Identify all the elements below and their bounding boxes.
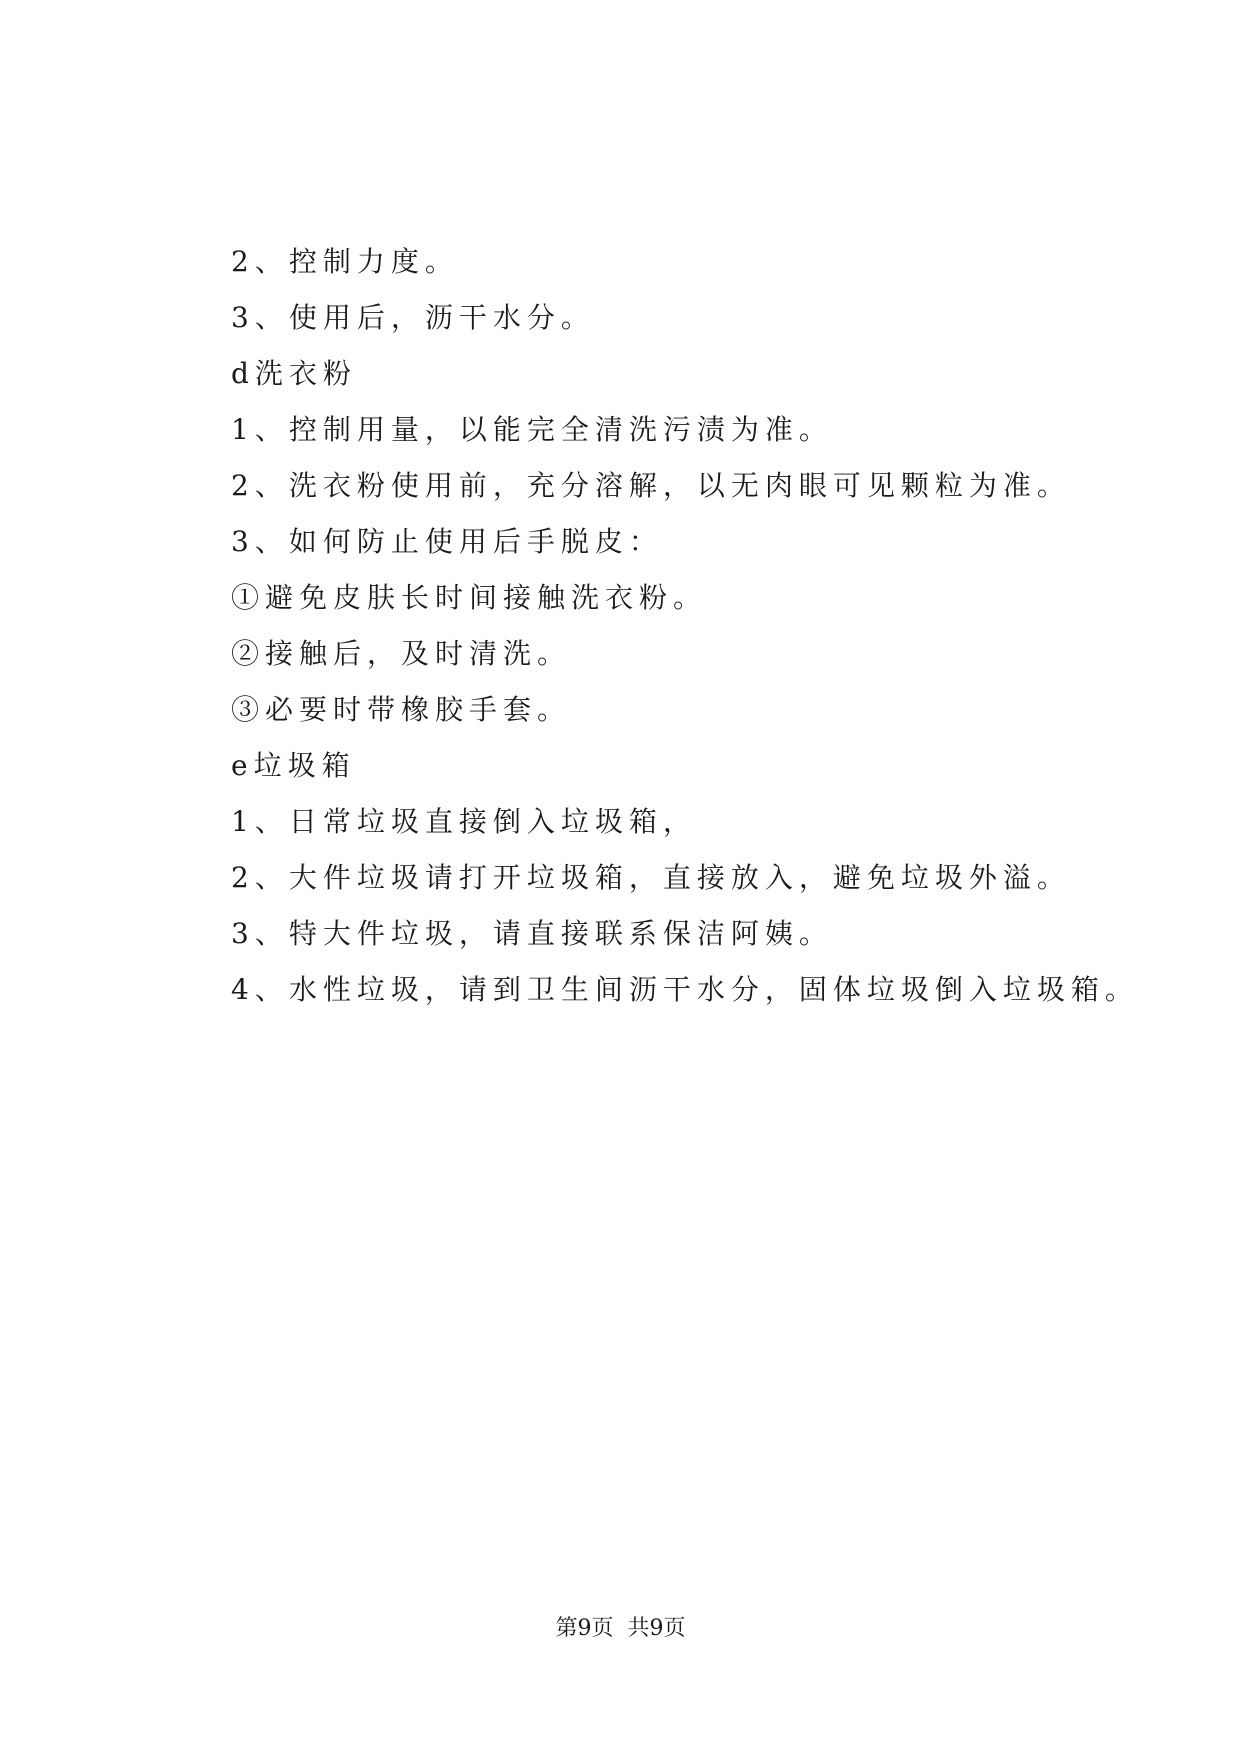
text-line: 3、特大件垃圾，请直接联系保洁阿姨。 xyxy=(231,917,833,950)
section-heading: e垃圾箱 xyxy=(231,749,356,782)
section-heading: d洗衣粉 xyxy=(231,357,357,390)
text-line: 3、使用后，沥干水分。 xyxy=(231,301,595,334)
text-line: 3、如何防止使用后手脱皮： xyxy=(231,525,663,558)
page-number-current: 第9页 xyxy=(555,1616,614,1641)
text-line: 1、日常垃圾直接倒入垃圾箱， xyxy=(231,805,697,838)
page-footer xyxy=(0,1614,1241,1644)
text-line: 4、水性垃圾，请到卫生间沥干水分，固体垃圾倒入垃圾箱。 xyxy=(231,973,1139,1006)
document-body xyxy=(231,234,1139,1018)
text-line: 2、洗衣粉使用前，充分溶解，以无肉眼可见颗粒为准。 xyxy=(231,469,1071,502)
text-line: 2、控制力度。 xyxy=(231,245,459,278)
text-line: ③必要时带橡胶手套。 xyxy=(231,693,572,726)
page-number-total: 共9页 xyxy=(627,1616,686,1641)
text-line: 2、大件垃圾请打开垃圾箱，直接放入，避免垃圾外溢。 xyxy=(231,861,1071,894)
text-line: 1、控制用量，以能完全清洗污渍为准。 xyxy=(231,413,833,446)
text-line: ①避免皮肤长时间接触洗衣粉。 xyxy=(231,581,708,614)
text-line: ②接触后，及时清洗。 xyxy=(231,637,572,670)
